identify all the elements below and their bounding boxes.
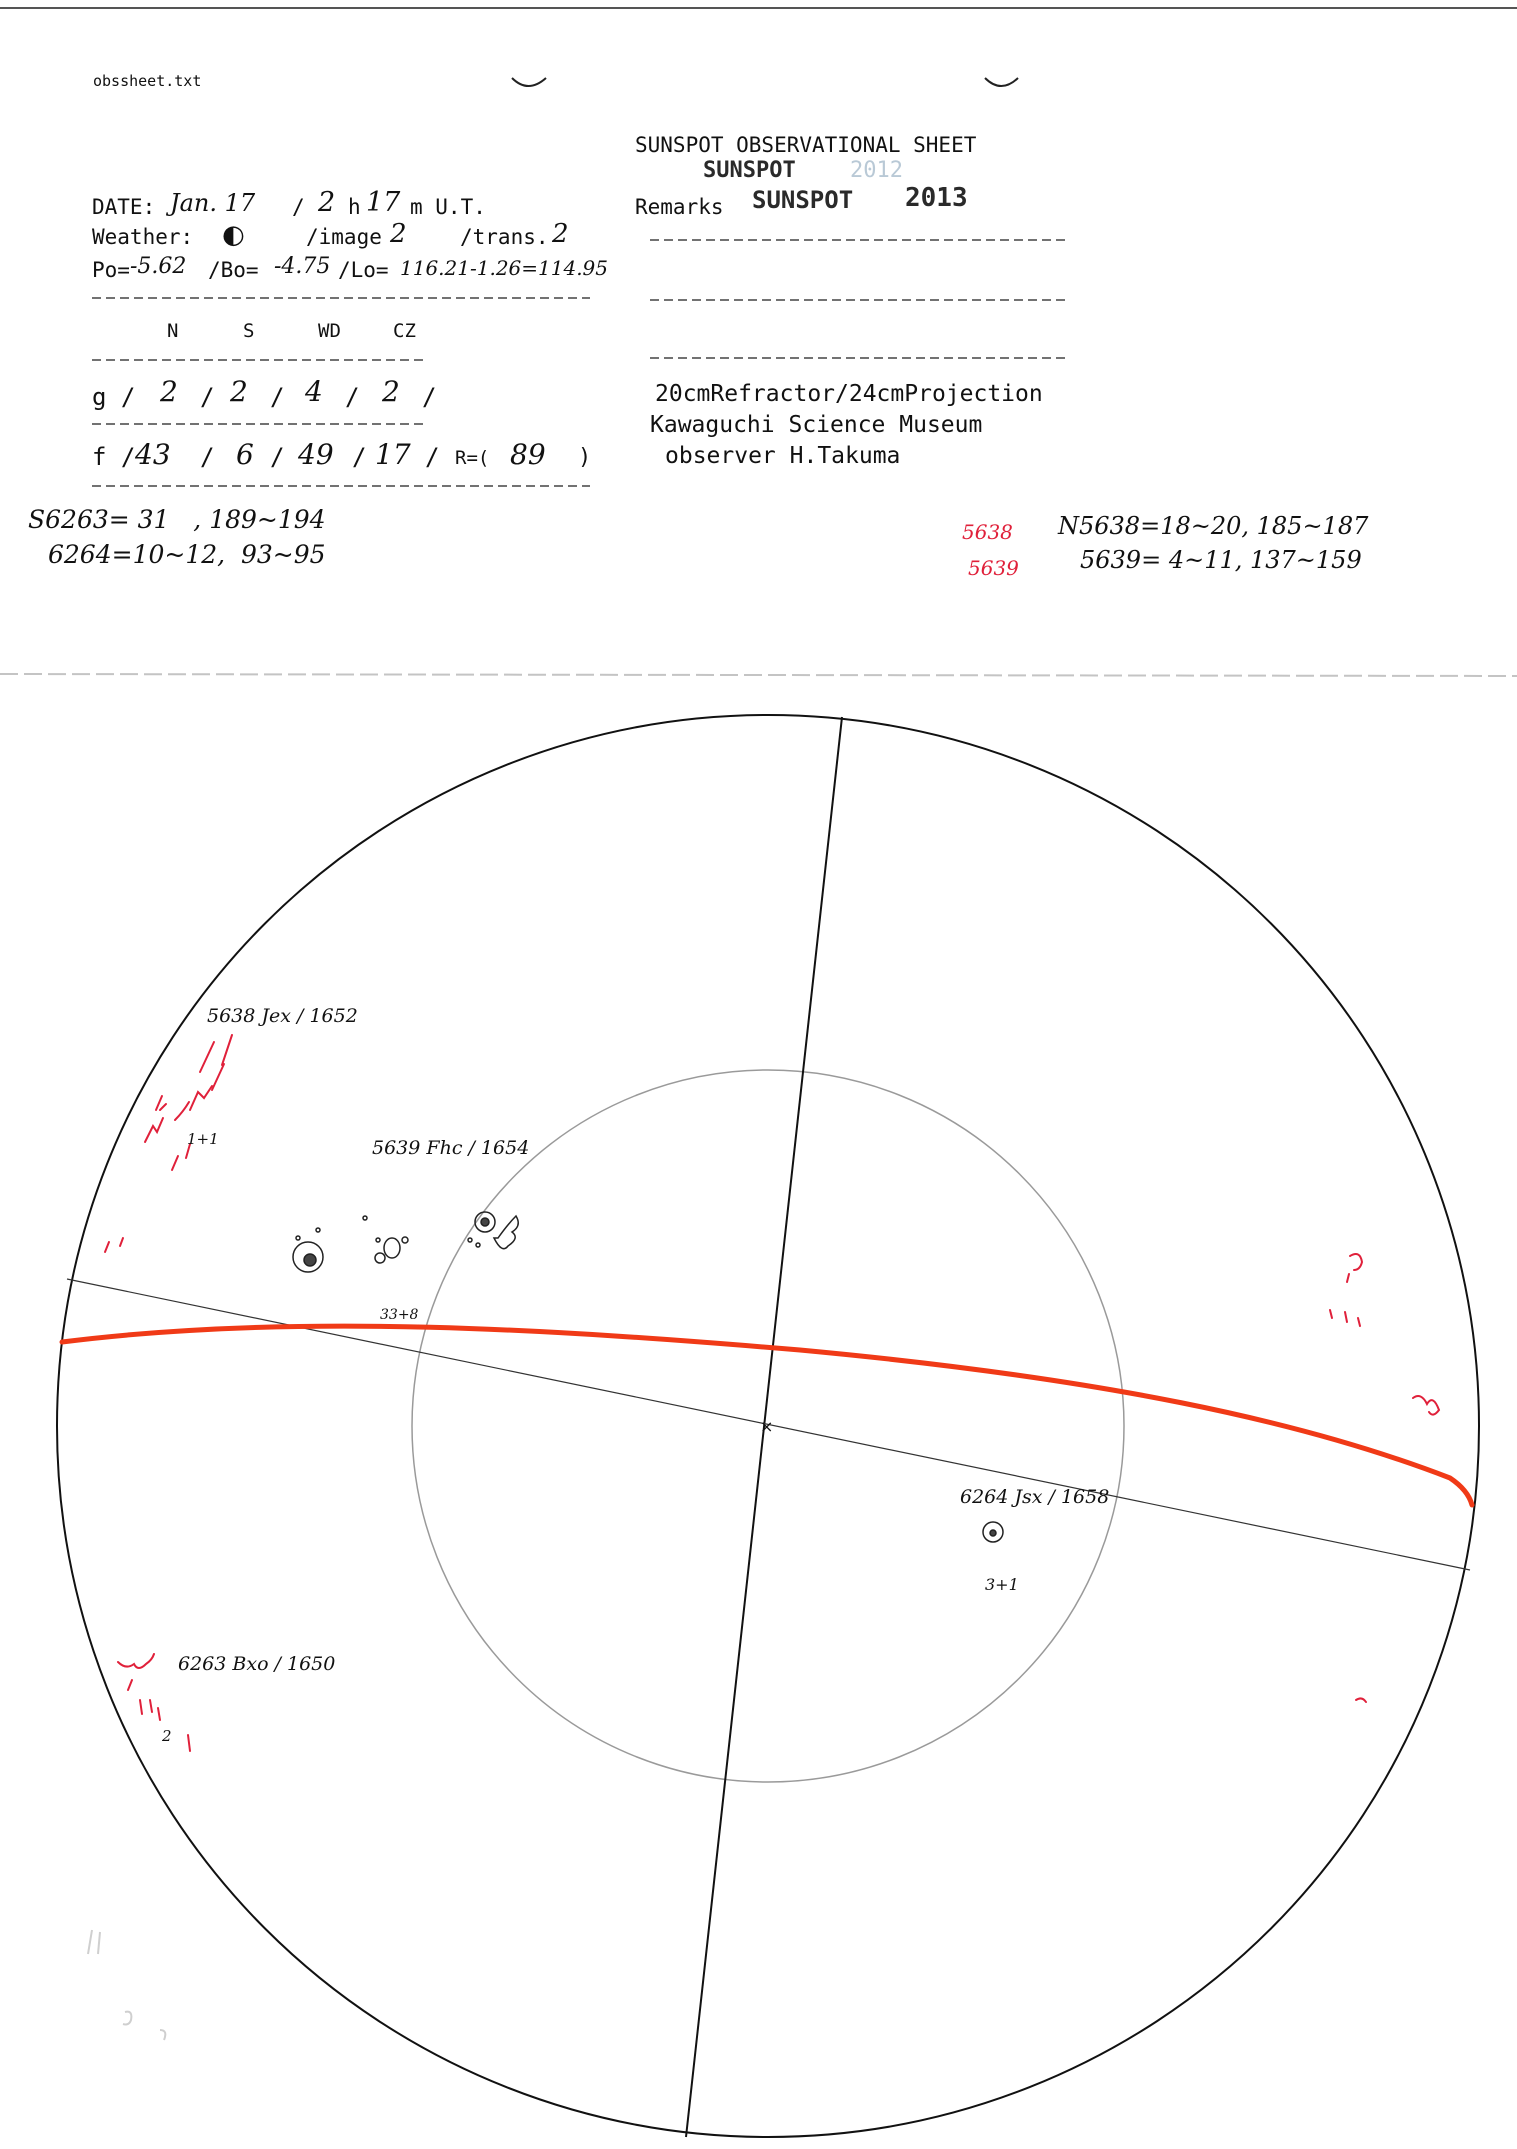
sunspot-umbra bbox=[990, 1530, 996, 1536]
remarks-label: Remarks bbox=[635, 195, 724, 219]
facula bbox=[158, 1708, 160, 1720]
f-value-n: 43 bbox=[135, 438, 171, 471]
facula bbox=[105, 1242, 109, 1252]
solar-equator-line bbox=[62, 1326, 1472, 1505]
image-label: /image bbox=[306, 225, 382, 249]
sunspot-group-5639 bbox=[293, 1212, 518, 1272]
note-6263: S6263= 31 , 189~194 bbox=[28, 505, 326, 534]
r-value: 89 bbox=[510, 438, 546, 471]
note-6264: 6264=10~12, 93~95 bbox=[48, 540, 326, 569]
sunspot bbox=[384, 1238, 400, 1258]
dashed-rules bbox=[92, 240, 1068, 486]
weather-icon: ◐ bbox=[222, 220, 245, 250]
g-sep: / bbox=[200, 383, 215, 411]
facula bbox=[175, 1102, 189, 1120]
date-label: DATE: bbox=[92, 195, 156, 219]
facula bbox=[172, 1156, 178, 1170]
sunspot bbox=[296, 1236, 300, 1240]
g-row-label: g / bbox=[92, 383, 136, 411]
bo-value: -4.75 bbox=[274, 254, 331, 279]
g-value-s: 2 bbox=[230, 375, 248, 408]
label-group-5639: 5639 Fhc / 1654 bbox=[372, 1137, 530, 1159]
facula bbox=[120, 1238, 123, 1246]
stamp-ghost-year: 2012 bbox=[850, 158, 903, 183]
note-red-5638: 5638 bbox=[962, 520, 1013, 544]
f-sep: / bbox=[200, 443, 215, 471]
r-close: ) bbox=[578, 445, 592, 470]
image-value: 2 bbox=[390, 219, 407, 249]
facula bbox=[140, 1700, 142, 1714]
facula bbox=[1350, 1254, 1362, 1270]
observer-line: observer H.Takuma bbox=[665, 443, 901, 469]
note-5638: N5638=18~20, 185~187 bbox=[1058, 512, 1369, 540]
facula bbox=[1356, 1698, 1366, 1702]
po-label: Po= bbox=[92, 258, 130, 282]
f-sep: / bbox=[425, 443, 440, 471]
museum-line: Kawaguchi Science Museum bbox=[650, 412, 983, 438]
f-row-label: f / bbox=[92, 443, 136, 471]
facula bbox=[212, 1064, 224, 1090]
facula bbox=[200, 1042, 214, 1072]
faint-mark bbox=[160, 2030, 165, 2040]
stamp-sunspot: SUNSPOT bbox=[703, 158, 796, 183]
fold-line bbox=[0, 674, 1517, 676]
sunspot bbox=[363, 1216, 367, 1220]
facula bbox=[188, 1735, 190, 1751]
trans-label: /trans. bbox=[460, 225, 549, 249]
weather-label: Weather: bbox=[92, 225, 194, 249]
sheet-title: SUNSPOT OBSERVATIONAL SHEET bbox=[635, 133, 977, 157]
punch-hole-right bbox=[985, 78, 1018, 86]
facula bbox=[1413, 1396, 1439, 1415]
facula bbox=[1347, 1274, 1349, 1282]
date-value: Jan. 17 bbox=[170, 189, 256, 217]
f-value-wd: 49 bbox=[298, 438, 334, 471]
sunspot-umbra bbox=[304, 1254, 316, 1266]
sunspot bbox=[375, 1253, 385, 1263]
trans-value: 2 bbox=[552, 219, 569, 249]
lo-value: 116.21-1.26=114.95 bbox=[400, 256, 609, 280]
filename: obssheet.txt bbox=[93, 72, 202, 90]
faint-mark bbox=[98, 1932, 100, 1954]
count-header-cz: CZ bbox=[393, 320, 416, 342]
hour-value: 2 bbox=[318, 187, 336, 218]
facula bbox=[1358, 1318, 1360, 1326]
g-value-n: 2 bbox=[160, 375, 178, 408]
count-group-6264: 3+1 bbox=[985, 1575, 1019, 1594]
facula bbox=[222, 1035, 232, 1065]
f-value-s: 6 bbox=[236, 438, 254, 471]
sunspot bbox=[402, 1237, 408, 1243]
time-separator: / bbox=[292, 195, 305, 219]
facula bbox=[118, 1654, 154, 1668]
g-sep: / bbox=[422, 383, 437, 411]
g-sep: / bbox=[270, 383, 285, 411]
facula bbox=[1330, 1310, 1332, 1318]
count-group-5638: 1+1 bbox=[187, 1130, 219, 1148]
facula bbox=[145, 1118, 163, 1142]
faint-mark bbox=[88, 1930, 92, 1954]
sunspot bbox=[316, 1228, 320, 1232]
sunspot bbox=[494, 1216, 518, 1249]
minute-value: 17 bbox=[366, 187, 401, 218]
label-group-6263: 6263 Bxo / 1650 bbox=[178, 1653, 336, 1675]
facula bbox=[190, 1086, 212, 1110]
note-red-5639: 5639 bbox=[968, 556, 1019, 580]
facula bbox=[1345, 1312, 1347, 1322]
count-header-wd: WD bbox=[318, 320, 341, 342]
facula bbox=[160, 1104, 166, 1110]
count-group-6263: 2 bbox=[162, 1727, 172, 1745]
hour-unit: h bbox=[348, 195, 361, 219]
sunspot-group-6264 bbox=[983, 1522, 1003, 1542]
lo-label: /Lo= bbox=[338, 258, 389, 282]
f-sep: / bbox=[270, 443, 285, 471]
sunspot bbox=[476, 1243, 480, 1247]
stamp-year: 2013 bbox=[905, 183, 968, 213]
sunspot bbox=[468, 1238, 472, 1242]
faint-mark bbox=[123, 2012, 131, 2025]
disk-center-mark: × bbox=[760, 1417, 774, 1436]
faculae-markings bbox=[105, 1035, 1439, 1751]
stamp-sunspot-2: SUNSPOT bbox=[752, 186, 854, 214]
facula bbox=[128, 1680, 132, 1690]
count-header-n: N bbox=[167, 320, 179, 342]
note-5639: 5639= 4~11, 137~159 bbox=[1080, 546, 1362, 574]
label-group-6264: 6264 Jsx / 1658 bbox=[960, 1486, 1110, 1508]
g-value-wd: 4 bbox=[305, 375, 323, 408]
sunspot bbox=[376, 1238, 380, 1242]
sunspot-umbra bbox=[481, 1218, 489, 1226]
count-header-s: S bbox=[243, 320, 255, 342]
faint-marks bbox=[88, 1930, 165, 2040]
f-value-cz: 17 bbox=[375, 438, 411, 471]
minute-unit: m U.T. bbox=[410, 195, 486, 219]
g-value-cz: 2 bbox=[382, 375, 400, 408]
facula bbox=[150, 1700, 152, 1712]
po-value: -5.62 bbox=[130, 254, 187, 279]
punch-hole-left bbox=[512, 78, 546, 86]
label-group-5638: 5638 Jex / 1652 bbox=[207, 1005, 358, 1027]
g-sep: / bbox=[345, 383, 360, 411]
bo-label: /Bo= bbox=[208, 258, 259, 282]
f-sep: / bbox=[352, 443, 367, 471]
instrument-line: 20cmRefractor/24cmProjection bbox=[655, 381, 1043, 407]
r-label: R=( bbox=[455, 447, 490, 469]
count-group-5639: 33+8 bbox=[380, 1307, 419, 1323]
